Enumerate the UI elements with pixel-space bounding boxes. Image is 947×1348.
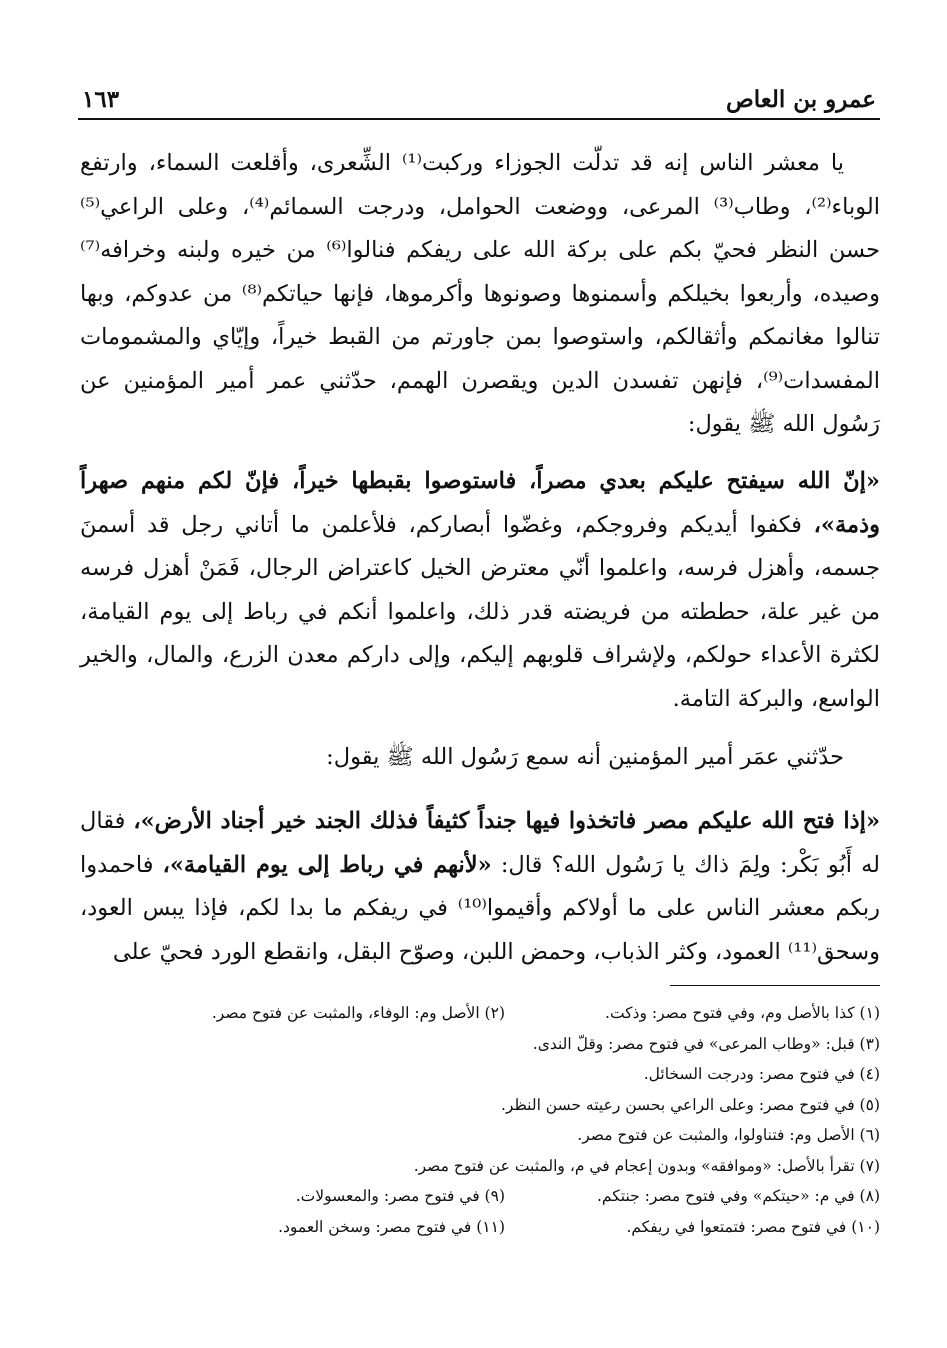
- footnote-row: [150, 1059, 880, 1090]
- footnote-8: (٨) في م: «حيتكم» وفي فتوح مصر: جنتكم.: [596, 1187, 880, 1205]
- footnote-4: (٤) في فتوح مصر: ودرجت السخائل.: [643, 1065, 880, 1083]
- footnote-divider: [670, 985, 880, 986]
- footnote-row: [150, 1212, 880, 1243]
- hadith-quote-1: «إنّ الله سيفتح عليكم بعدي مصراً، فاستوصوا بقبطها خيراً، فإنّ لكم منهم صهراً وذمة»،: [80, 468, 880, 538]
- footnote-7: (٧) تقرأ بالأصل: «وموافقه» وبدون إعجام في م، والمثبت عن فتوح مصر.: [413, 1156, 880, 1175]
- footnote-9: (٩) في فتوح مصر: والمعسولات.: [295, 1187, 505, 1205]
- paragraph-2-text: فكفوا أيديكم وفروجكم، وغضّوا أبصاركم، فلأعلمن ما أتاني رجل قد أسمنَ جسمه، وأهزل فرسه، واعلموا أنّي معترض الخيل كاعتراض الرجال، فَمَنْ أهزل فرسه من غير علة، حططته من فريضته قدر ذلك، واعلموا أنكم في رباط إلى يوم القيامة، لكثرة الأعداء حولكم، ولإشراف قلوبهم إليكم، وإلى داركم معدن الزرع، والمال، والخير الواسع، والبركة التامة.: [80, 511, 880, 712]
- footnote-10: (١٠) في فتوح مصر: فتمتعوا في ريفكم.: [626, 1217, 880, 1236]
- paragraph-4: [80, 800, 880, 974]
- paragraph-3-text: حدّثني عمَر أمير المؤمنين أنه سمع رَسُول الله ﷺ يقول:: [326, 744, 844, 770]
- footnote-3: (٣) قبل: «وطاب المرعى» في فتوح مصر: وقلّ الندى.: [532, 1034, 880, 1053]
- paragraph-1: [80, 142, 880, 447]
- footnote-1: (١) كذا بالأصل وم، وفي فتوح مصر: وذكت.: [605, 1004, 880, 1022]
- paragraph-4-text-b: فاحمدوا ربكم معشر الناس على ما أولاكم وأقيموا⁽¹⁰⁾ في ريفكم ما بدا لكم، فإذا يبس العود، وسحق⁽¹¹⁾ العمود، وكثر الذباب، وحمض اللبن، وصوّح البقل، وانقطع الورد فحيّ على: [80, 851, 880, 965]
- hadith-quote-2: «إذا فتح الله عليكم مصر فاتخذوا فيها جنداً كثيفاً فذلك الجند خير أجناد الأرض»،: [133, 808, 881, 834]
- footnote-6: (٦) الأصل وم: فتناولوا، والمثبت عن فتوح مصر.: [577, 1126, 880, 1144]
- paragraph-1-text: يا معشر الناس إنه قد تدلّت الجوزاء وركبت⁽¹⁾ الشِّعرى، وأقلعت السماء، وارتفع الوباء⁽²⁾، وطاب⁽³⁾ المرعى، ووضعت الحوامل، ودرجت السمائم⁽⁴⁾، وعلى الراعي⁽⁵⁾ حسن النظر فحيّ بكم على بركة الله على ريفكم فنالوا⁽⁶⁾ من خيره ولبنه وخرافه⁽⁷⁾ وصيده، وأربعوا بخيلكم وأسمنوها وصونوها وأكرموها، فإنها حياتكم⁽⁸⁾ من عدوكم، وبها تنالوا مغانمكم وأثقالكم، واستوصوا بمن جاورتم من القبط خيراً، وإيّاي والمشمومات المفسدات⁽⁹⁾، فإنهن تفسدن الدين ويقصرن الهمم، حدّثني عمر أمير المؤمنين عن رَسُول الله ﷺ يقول:: [80, 150, 880, 437]
- footnote-row: [150, 1181, 880, 1212]
- footnote-row: [150, 998, 880, 1029]
- footnote-row: [150, 1029, 880, 1060]
- footnote-5: (٥) في فتوح مصر: وعلى الراعي بحسن رعيته حسن النظر.: [500, 1095, 880, 1114]
- paragraph-3: [80, 736, 880, 780]
- paragraph-2: [80, 460, 880, 721]
- footnote-11: (١١) في فتوح مصر: وسخن العمود.: [278, 1217, 505, 1236]
- footnote-row: [150, 1151, 880, 1182]
- page-header: [78, 84, 880, 120]
- footnote-row: [150, 1090, 880, 1121]
- paragraph-4-text-a: فقال له أَبُو بَكْر: ولِمَ ذاك يا رَسُول الله؟ قال:: [80, 808, 881, 878]
- footnote-row: [150, 1120, 880, 1151]
- footnotes: [150, 998, 880, 1242]
- page-number: ١٦٣: [82, 86, 120, 113]
- hadith-quote-3: «لأنهم في رباط إلى يوم القيامة»،: [162, 851, 492, 878]
- running-title: عمرو بن العاص: [725, 86, 876, 113]
- footnote-2: (٢) الأصل وم: الوفاء، والمثبت عن فتوح مصر.: [211, 1004, 505, 1022]
